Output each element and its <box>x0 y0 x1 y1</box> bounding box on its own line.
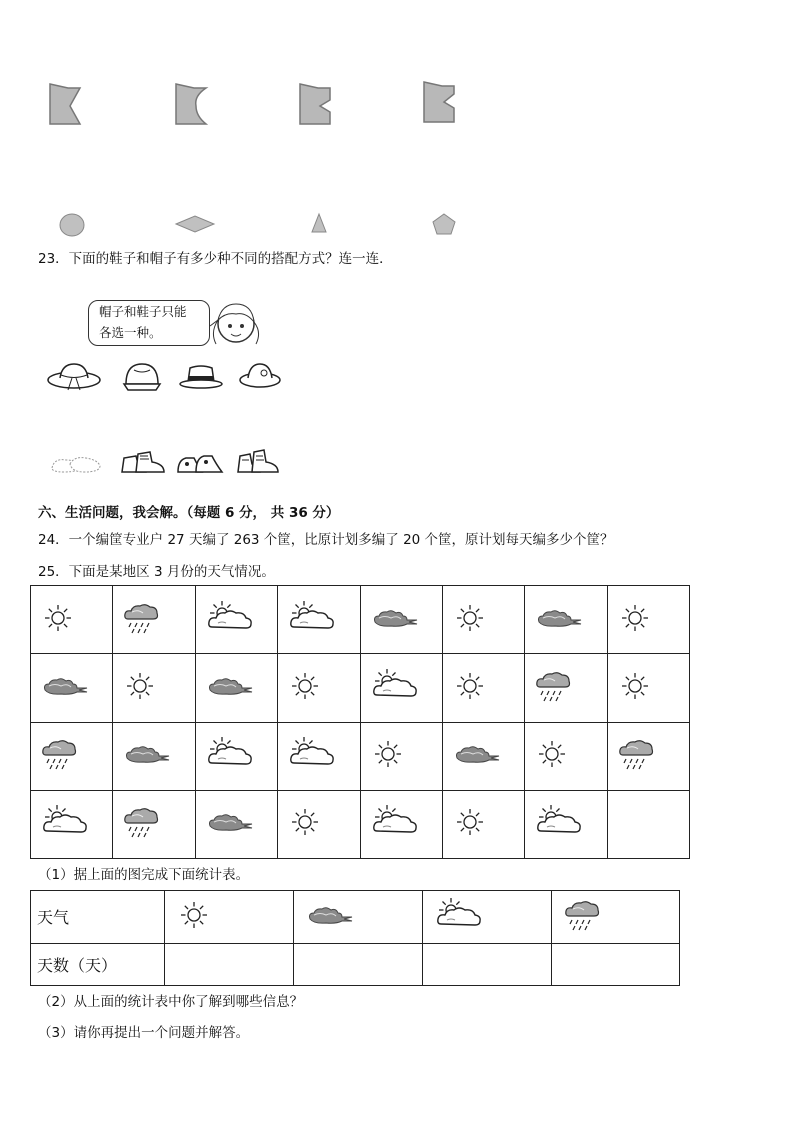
circle-shape <box>58 212 86 238</box>
weather-cell <box>113 790 195 858</box>
stat-head-sun <box>165 891 293 944</box>
question-25: 25．下面是某地区 3 月份的天气情况。 <box>38 564 275 580</box>
partly-weather-icon <box>41 805 112 843</box>
sun-weather-icon <box>288 669 359 707</box>
sun-weather-icon <box>453 805 524 843</box>
weather-cell <box>31 790 113 858</box>
weather-cell <box>525 654 607 722</box>
partly-weather-icon <box>288 737 359 775</box>
weather-cell <box>607 586 689 654</box>
girl-icon <box>206 296 264 352</box>
sun-weather-icon <box>41 601 112 639</box>
weather-cell <box>525 722 607 790</box>
question-23: 23．下面的鞋子和帽子有多少种不同的搭配方式？连一连． <box>38 251 393 267</box>
speech-bubble <box>88 300 210 346</box>
cut-paper-shape-4 <box>422 80 458 124</box>
slipper-shoes-icon <box>50 452 102 474</box>
cloudy-weather-icon <box>371 606 442 634</box>
weather-cell <box>278 790 360 858</box>
rain-weather-icon <box>535 669 606 707</box>
weather-cell <box>525 586 607 654</box>
stat-days-partly[interactable] <box>422 943 551 985</box>
rain-weather-icon <box>123 601 194 639</box>
weather-cell <box>443 722 525 790</box>
cloudy-weather-icon <box>206 810 277 838</box>
bubble-line-2: 各选一种。 <box>99 325 162 340</box>
boots-icon <box>118 448 166 476</box>
weather-cell <box>31 722 113 790</box>
stat-head-rain <box>551 891 680 944</box>
weather-cell <box>443 790 525 858</box>
weather-cell <box>195 654 277 722</box>
sun-weather-icon <box>453 601 524 639</box>
weather-cell <box>443 654 525 722</box>
stat-row-weather-label: 天气 <box>31 891 165 944</box>
section-6-title: 六、生活问题，我会解。（每题 6 分， 共 36 分） <box>38 505 340 521</box>
weather-cell <box>195 790 277 858</box>
weather-cell <box>113 722 195 790</box>
question-25-sub-3: （3）请你再提出一个问题并解答。 <box>38 1025 250 1041</box>
stat-head-cloudy <box>293 891 422 944</box>
partly-weather-icon <box>371 669 442 707</box>
cloudy-weather-icon <box>453 742 524 770</box>
sun-weather-icon <box>123 669 194 707</box>
cut-paper-shape-1 <box>48 82 84 126</box>
weather-cell <box>113 586 195 654</box>
high-top-sneakers-icon <box>234 448 280 476</box>
weather-cell <box>278 722 360 790</box>
weather-cell <box>360 790 442 858</box>
weather-cell <box>195 722 277 790</box>
weather-cell <box>443 586 525 654</box>
weather-cell <box>360 654 442 722</box>
cloudy-weather-icon <box>206 674 277 702</box>
pentagon-shape <box>431 212 457 236</box>
partly-weather-icon <box>206 737 277 775</box>
sun-weather-icon <box>453 669 524 707</box>
sun-weather-icon <box>371 737 442 775</box>
weather-cell <box>278 586 360 654</box>
partly-weather-icon <box>206 601 277 639</box>
fedora-hat-icon <box>178 362 224 390</box>
weather-cell <box>360 722 442 790</box>
rain-weather-icon <box>41 737 112 775</box>
sun-weather-icon <box>535 737 606 775</box>
weather-cell <box>607 654 689 722</box>
sneakers-icon <box>176 450 224 476</box>
sun-weather-icon <box>177 898 292 936</box>
stat-row-days-label: 天数（天） <box>31 943 165 985</box>
weather-cell <box>278 654 360 722</box>
sun-weather-icon <box>618 669 689 707</box>
cloudy-weather-icon <box>123 742 194 770</box>
weather-cell <box>31 586 113 654</box>
question-25-sub-1: （1）据上面的图完成下面统计表。 <box>38 867 250 883</box>
rain-weather-icon <box>564 898 680 936</box>
weather-cell <box>113 654 195 722</box>
question-24: 24．一个编筐专业户 27 天编了 263 个筐，比原计划多编了 20 个筐，原计划每天编多少个筐？ <box>38 532 614 548</box>
cut-paper-shape-2 <box>174 82 210 126</box>
stat-days-cloudy[interactable] <box>293 943 422 985</box>
stat-days-rain[interactable] <box>551 943 680 985</box>
cap-icon <box>120 360 164 392</box>
question-25-sub-2: （2）从上面的统计表中你了解到哪些信息？ <box>38 994 304 1010</box>
partly-weather-icon <box>288 601 359 639</box>
triangle-shape <box>310 212 328 234</box>
cut-paper-shape-3 <box>298 82 334 126</box>
stat-head-partly <box>422 891 551 944</box>
flower-hat-icon <box>238 360 282 390</box>
sun-hat-icon <box>46 360 102 392</box>
partly-weather-icon <box>435 898 551 936</box>
bubble-line-1: 帽子和鞋子只能 <box>99 304 187 319</box>
sun-weather-icon <box>618 601 689 639</box>
stat-days-sun[interactable] <box>165 943 293 985</box>
weather-cell <box>195 586 277 654</box>
cloudy-weather-icon <box>306 903 422 931</box>
cloudy-weather-icon <box>535 606 606 634</box>
rain-weather-icon <box>618 737 689 775</box>
weather-cell <box>607 790 689 858</box>
weather-cell <box>360 586 442 654</box>
weather-stat-table <box>30 890 680 986</box>
sun-weather-icon <box>288 805 359 843</box>
cloudy-weather-icon <box>41 674 112 702</box>
weather-cell <box>607 722 689 790</box>
partly-weather-icon <box>371 805 442 843</box>
weather-cell <box>525 790 607 858</box>
rain-weather-icon <box>123 805 194 843</box>
diamond-shape <box>174 214 216 234</box>
weather-grid <box>30 585 690 859</box>
partly-weather-icon <box>535 805 606 843</box>
weather-cell <box>31 654 113 722</box>
